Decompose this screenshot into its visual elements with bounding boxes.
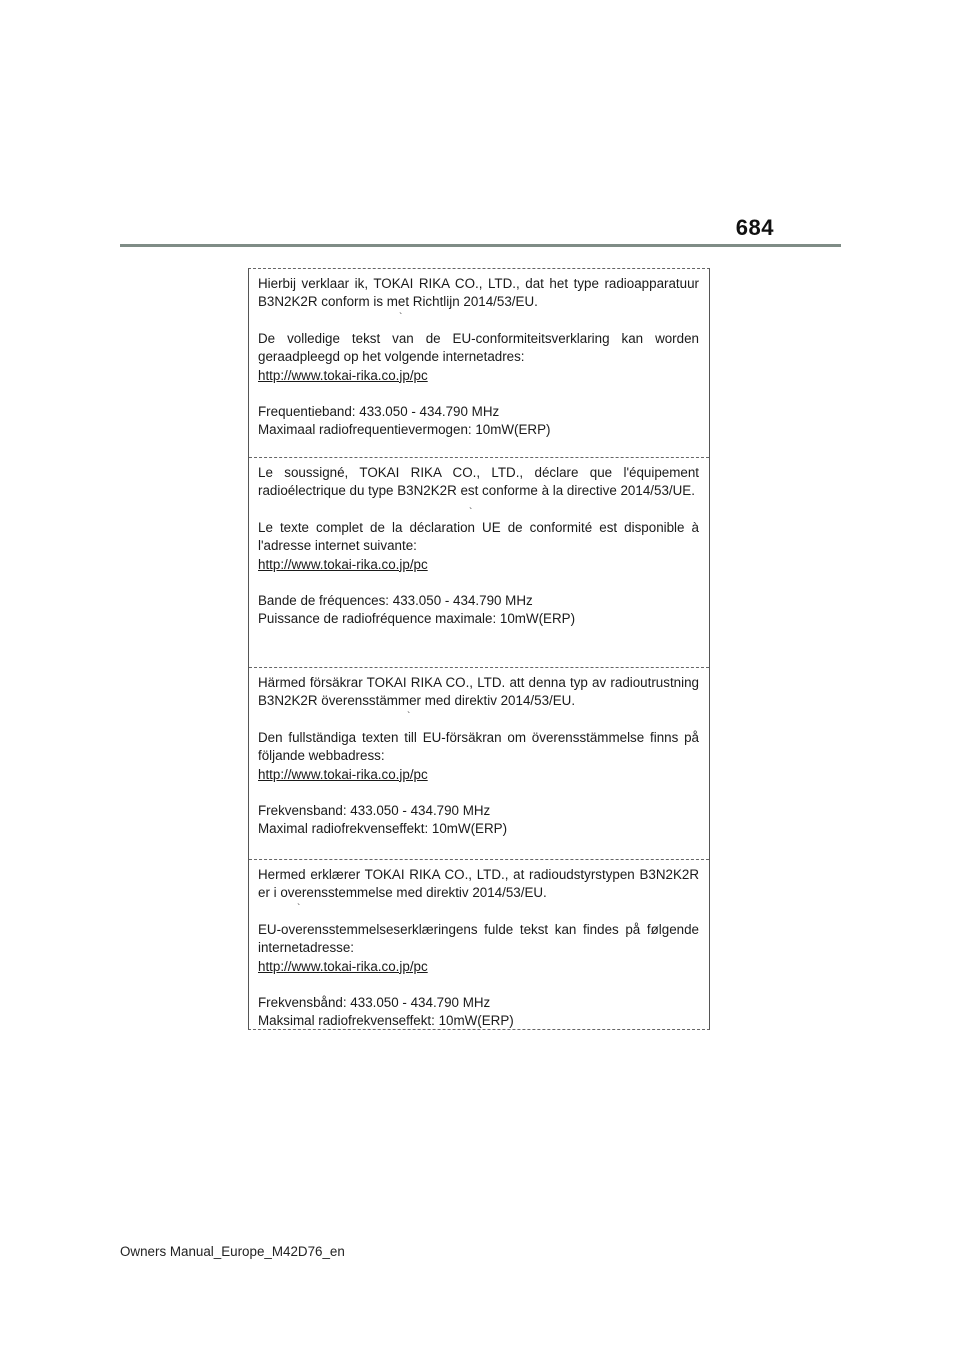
declaration-url-link[interactable]: http://www.tokai-rika.co.jp/pc xyxy=(258,556,428,572)
availability-paragraph xyxy=(258,330,699,385)
declaration-url-link[interactable]: http://www.tokai-rika.co.jp/pc xyxy=(258,367,428,383)
declaration-url-link[interactable]: http://www.tokai-rika.co.jp/pc xyxy=(258,958,428,974)
declaration-text: Hermed erklærer TOKAI RIKA CO., LTD., at radioudstyrstypen B3N2K2R er i overensstemmelse med direktiv 2014/53/EU. xyxy=(258,867,699,901)
availability-paragraph xyxy=(258,921,699,976)
frequency-band-text: Frekvensband: 433.050 - 434.790 MHz xyxy=(258,803,491,819)
declaration-section-danish xyxy=(249,859,709,1031)
max-power-text: Maximaal radiofrequentievermogen: 10mW(ERP) xyxy=(258,422,551,438)
frequency-band-text: Frekvensbånd: 433.050 - 434.790 MHz xyxy=(258,995,491,1011)
max-power-text: Puissance de radiofréquence maximale: 10mW(ERP) xyxy=(258,611,576,627)
page-number: 684 xyxy=(735,215,774,240)
max-power-text: Maximal radiofrekvenseffekt: 10mW(ERP) xyxy=(258,821,508,837)
radio-specs xyxy=(258,994,699,1031)
declaration-section-french xyxy=(249,457,709,667)
availability-text: Den fullständiga texten till EU-försäkran om överensstämmelse finns på följande webbadress: xyxy=(258,729,699,764)
availability-text: EU-overensstemmelseserklæringens fulde tekst kan findes på følgende internetadresse: xyxy=(258,921,699,956)
scan-mark: ` xyxy=(407,711,411,722)
scan-mark: ` xyxy=(399,312,403,323)
declaration-text: Le soussigné, TOKAI RIKA CO., LTD., déclare que l'équipement radioélectrique du type B3N2K2R est conforme à la directive 2014/53/UE. xyxy=(258,465,699,499)
declaration-url-link[interactable]: http://www.tokai-rika.co.jp/pc xyxy=(258,766,428,782)
availability-paragraph xyxy=(258,519,699,574)
availability-text: De volledige tekst van de EU-conformiteitsverklaring kan worden geraadpleegd op het volgende internetadres: xyxy=(258,330,699,365)
footer-manual-id: Owners Manual_Europe_M42D76_en xyxy=(120,1244,345,1259)
radio-specs xyxy=(258,403,699,440)
scan-mark: ` xyxy=(469,507,473,518)
availability-paragraph xyxy=(258,729,699,784)
scan-mark: ` xyxy=(297,903,301,914)
declaration-section-dutch xyxy=(249,269,709,457)
frequency-band-text: Frequentieband: 433.050 - 434.790 MHz xyxy=(258,404,500,420)
radio-specs xyxy=(258,592,699,629)
header-rule xyxy=(120,244,841,247)
frequency-band-text: Bande de fréquences: 433.050 - 434.790 MHz xyxy=(258,593,533,609)
radio-specs xyxy=(258,802,699,839)
declaration-text: Hierbij verklaar ik, TOKAI RIKA CO., LTD., dat het type radioapparatuur B3N2K2R conform is met Richtlijn 2014/53/EU. xyxy=(258,276,699,310)
declaration-scan xyxy=(248,268,710,1030)
availability-text: Le texte complet de la déclaration UE de conformité est disponible à l'adresse internet suivante: xyxy=(258,519,699,554)
declaration-text: Härmed försäkrar TOKAI RIKA CO., LTD. att denna typ av radioutrustning B3N2K2R överensstämmer med direktiv 2014/53/EU. xyxy=(258,675,699,709)
declaration-section-swedish xyxy=(249,667,709,859)
max-power-text: Maksimal radiofrekvenseffekt: 10mW(ERP) xyxy=(258,1013,514,1029)
